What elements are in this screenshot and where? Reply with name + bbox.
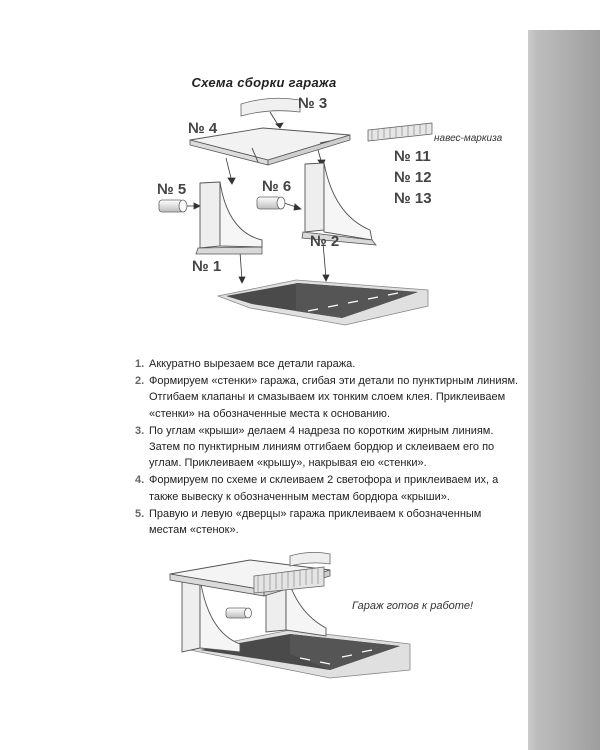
step-text: По углам «крыши» делаем 4 надреза по коротким жирным линиям. Затем по пунктирным линиям отгибаем бордюр и склеиваем его по углам. Приклеиваем «крышу», накрывая ею «стенки». [149, 424, 495, 470]
step-number: 4. [135, 474, 145, 487]
label-part-11: № 11 [394, 148, 431, 165]
step-number: 3. [135, 424, 145, 437]
part-5-cylinder [159, 200, 187, 212]
step-number: 5. [135, 507, 145, 520]
label-part-5: № 5 [157, 181, 187, 198]
assembly-steps-list [135, 356, 520, 539]
label-part-13: № 13 [394, 190, 432, 207]
step-text: Формируем по схеме и склеиваем 2 светофора и приклеиваем их, а также вывеску к обозначенным местам бордюра «крыши». [149, 474, 499, 503]
label-part-6: № 6 [262, 178, 292, 195]
step-item [135, 472, 520, 504]
step-number: 2. [135, 375, 145, 388]
step-item [135, 373, 520, 422]
base-road-plate [218, 280, 428, 325]
step-text: Правую и левую «дверцы» гаража приклеиваем к обозначенным местам «стенок». [149, 507, 482, 537]
part-6-cylinder [257, 197, 285, 209]
step-text: Формируем «стенки» гаража, сгибая эти детали по пунктирным линиям. Отгибаем клапаны и смазываем их тонким слоем клея. Приклеиваем «стенки» на обозначенные места к основанию. [149, 375, 519, 420]
step-item [135, 423, 520, 472]
label-part-4: № 4 [188, 120, 218, 137]
label-part-3: № 3 [298, 95, 328, 112]
label-part-12: № 12 [394, 169, 432, 186]
finished-garage-illustration [170, 552, 410, 678]
page-title: Схема сборки гаража [191, 75, 337, 90]
marquee-awning [368, 123, 432, 141]
part-1-left-wall [196, 182, 262, 254]
step-item [135, 506, 520, 538]
step-text: Аккуратно вырезаем все детали гаража. [149, 358, 356, 370]
step-item [135, 356, 520, 372]
label-part-2: № 2 [310, 233, 340, 250]
label-marquee: навес-маркиза [434, 133, 503, 144]
label-part-1: № 1 [192, 258, 222, 275]
garage-ready-caption: Гараж готов к работе! [352, 600, 474, 612]
step-number: 1. [135, 358, 145, 370]
